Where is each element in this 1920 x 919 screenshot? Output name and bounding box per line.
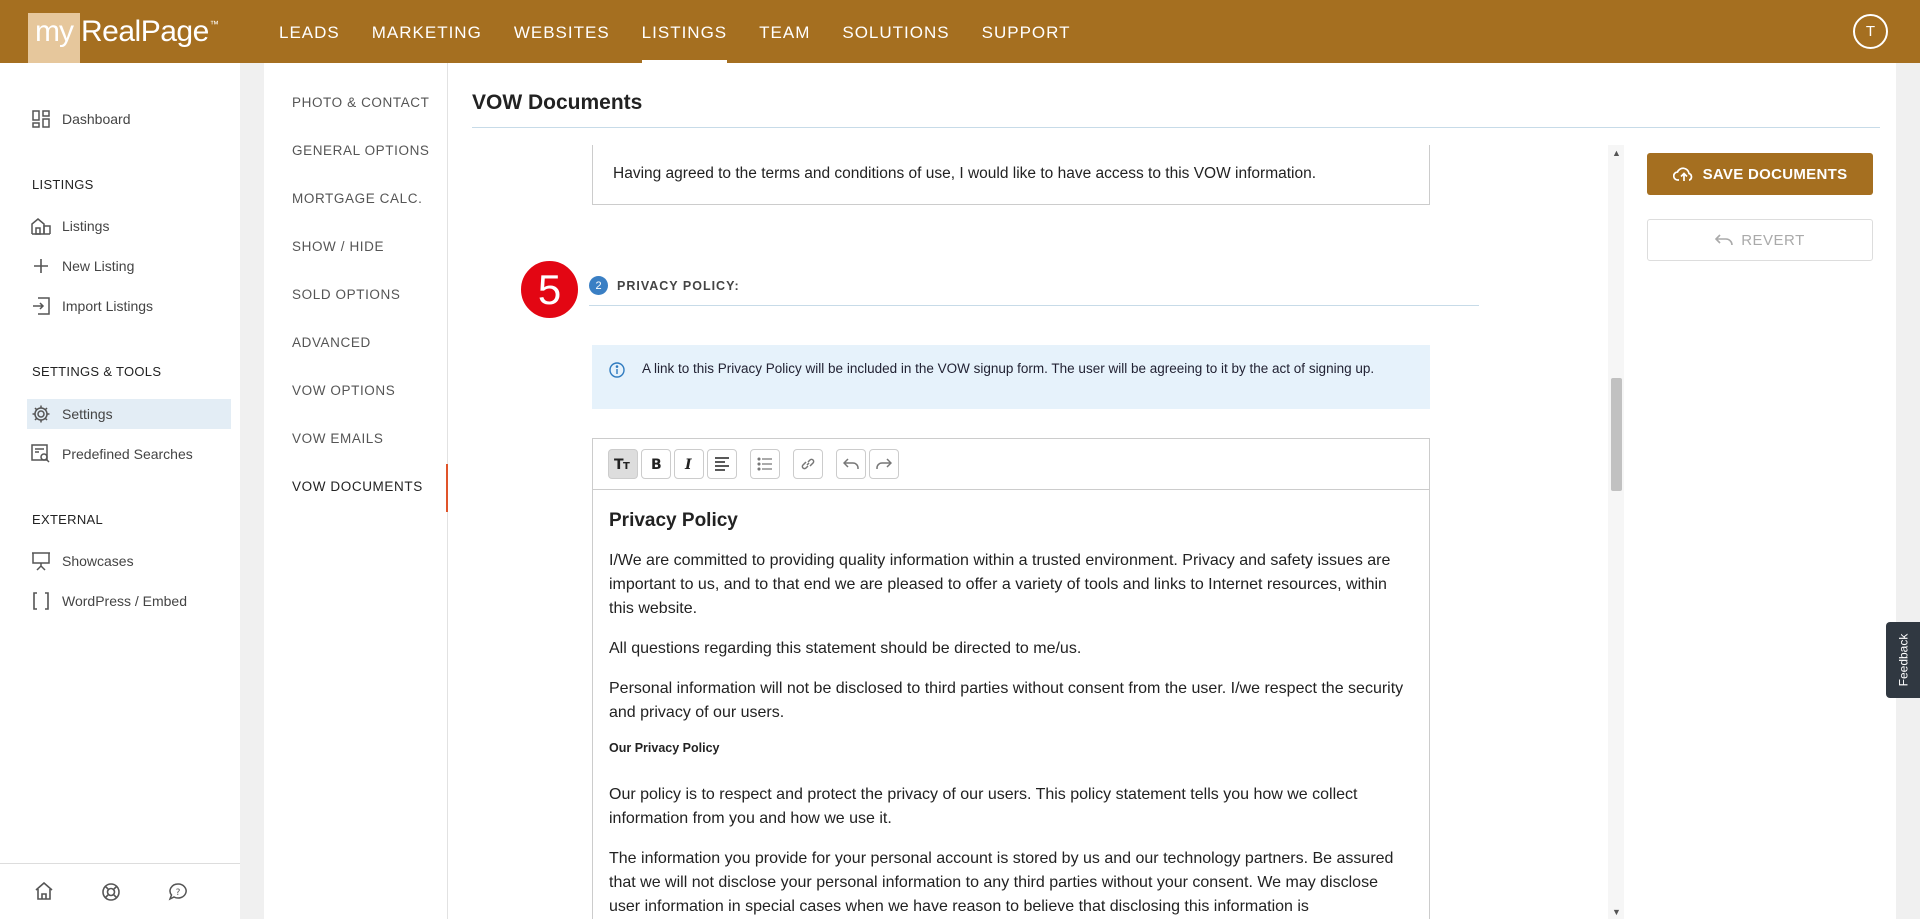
home-icon[interactable]	[34, 882, 54, 905]
nav-support[interactable]: SUPPORT	[981, 23, 1071, 42]
dashboard-icon	[30, 108, 52, 130]
policy-paragraph: The information you provide for your personal account is stored by us and our technology partners. Be assured that we will not disclose your personal information to any third parties without your consent. We may disclose user information in special cases when we have reason to believe that disclosing this information is	[609, 850, 1394, 915]
realpage-logo[interactable]	[28, 13, 219, 61]
save-documents-button[interactable]	[1647, 153, 1873, 195]
chat-help-icon[interactable]	[168, 882, 188, 907]
info-text: A link to this Privacy Policy will be included in the VOW signup form. The user will be agreeing to it by the act of signing up.	[642, 361, 1375, 376]
top-navigation-bar	[0, 0, 1920, 63]
main-content	[264, 63, 1896, 919]
listings-settings-subnav	[264, 63, 448, 919]
brackets-icon	[30, 590, 52, 612]
section-label: PRIVACY POLICY:	[617, 278, 740, 293]
vertical-scrollbar[interactable]	[1608, 145, 1624, 919]
subnav-vow-emails[interactable]: VOW EMAILS	[292, 431, 384, 446]
scrollbar-thumb[interactable]	[1611, 378, 1622, 491]
page-title: VOW Documents	[472, 91, 643, 114]
scroll-up-arrow[interactable]: ▲	[1612, 148, 1621, 158]
sidebar-label-predefined-searches: Predefined Searches	[62, 446, 193, 462]
sidebar-label-settings: Settings	[62, 406, 113, 422]
terms-agreement-box	[592, 145, 1430, 205]
editor-toolbar	[593, 439, 1429, 490]
user-avatar[interactable]: T	[1853, 14, 1888, 49]
policy-paragraph: All questions regarding this statement should be directed to me/us.	[609, 640, 1082, 657]
sidebar-label-showcases: Showcases	[62, 553, 134, 569]
saved-search-icon	[30, 443, 52, 465]
nav-leads[interactable]: LEADS	[279, 23, 340, 42]
help-lifebuoy-icon[interactable]	[101, 882, 121, 907]
redo-button[interactable]	[869, 449, 899, 479]
list-button[interactable]	[750, 449, 780, 479]
plus-icon	[30, 255, 52, 277]
sidebar-label-import-listings: Import Listings	[62, 298, 154, 314]
title-divider	[472, 127, 1880, 128]
info-icon	[609, 362, 625, 384]
presentation-board-icon	[30, 550, 52, 572]
sidebar-item-showcases[interactable]	[30, 546, 134, 576]
step-number-badge: 5	[519, 259, 580, 320]
align-button[interactable]	[707, 449, 737, 479]
editor-content[interactable]	[593, 490, 1429, 919]
text-size-icon	[614, 457, 632, 471]
sidebar-item-wordpress-embed[interactable]	[30, 586, 187, 616]
subnav-advanced[interactable]: ADVANCED	[292, 335, 371, 350]
sidebar-item-import-listings[interactable]	[30, 291, 153, 321]
subnav-active-indicator	[446, 464, 448, 512]
feedback-tab[interactable]	[1886, 622, 1920, 698]
logo-wordmark: RealPage	[81, 15, 209, 48]
italic-button[interactable]	[674, 449, 704, 479]
policy-paragraph: Our policy is to respect and protect the privacy of our users. This policy statement tells you how we collect information from you and how we use it.	[609, 786, 1358, 827]
section-number-badge: 2	[589, 276, 608, 295]
nav-marketing[interactable]: MARKETING	[371, 23, 482, 42]
align-icon	[714, 457, 730, 471]
italic-icon	[683, 457, 695, 471]
nav-team[interactable]: TEAM	[759, 23, 811, 42]
sidebar-label-new-listing: New Listing	[62, 258, 135, 274]
policy-paragraph: I/We are committed to providing quality information within a trusted environment. Privacy and safety issues are important to us, and to that end we are pleased to offer a variety of tools and links to Internet resources, within this website.	[609, 552, 1391, 617]
sidebar-item-predefined-searches[interactable]	[30, 439, 193, 469]
link-button[interactable]	[793, 449, 823, 479]
sidebar-label-listings: Listings	[62, 218, 110, 234]
link-icon	[800, 456, 816, 472]
revert-button[interactable]	[1647, 219, 1873, 261]
svg-text:T: T	[623, 461, 630, 471]
list-icon	[757, 457, 773, 471]
sidebar-heading-settings-tools: SETTINGS & TOOLS	[32, 364, 162, 379]
subnav-sold-options[interactable]: SOLD OPTIONS	[292, 287, 401, 302]
privacy-policy-editor[interactable]	[592, 438, 1430, 919]
sidebar-label-dashboard: Dashboard	[62, 111, 131, 127]
feedback-label: Feedback	[1896, 633, 1911, 687]
policy-subheading: Our Privacy Policy	[609, 741, 720, 755]
svg-text:I: I	[685, 457, 692, 471]
revert-label: REVERT	[1741, 231, 1805, 249]
documents-scroll-area[interactable]	[472, 145, 1628, 919]
subnav-general-options[interactable]: GENERAL OPTIONS	[292, 143, 430, 158]
sidebar-item-dashboard[interactable]	[30, 104, 131, 134]
subnav-mortgage-calc[interactable]: MORTGAGE CALC.	[292, 191, 423, 206]
privacy-policy-section-header	[589, 276, 740, 295]
nav-listings[interactable]: LISTINGS	[626, 0, 743, 63]
text-size-button[interactable]	[608, 449, 638, 479]
svg-text:T: T	[614, 457, 624, 471]
section-divider	[589, 305, 1479, 306]
revert-icon	[1715, 234, 1733, 246]
sidebar-item-listings[interactable]	[30, 211, 109, 241]
cloud-upload-icon	[1673, 166, 1695, 182]
nav-solutions[interactable]: SOLUTIONS	[842, 23, 950, 42]
subnav-vow-options[interactable]: VOW OPTIONS	[292, 383, 396, 398]
bold-button[interactable]	[641, 449, 671, 479]
subnav-photo-contact[interactable]: PHOTO & CONTACT	[292, 95, 430, 110]
subnav-vow-documents[interactable]: VOW DOCUMENTS	[292, 479, 423, 494]
policy-paragraph: Personal information will not be disclosed to third parties without consent from the user. I/we respect the security and privacy of our users.	[609, 680, 1404, 721]
scroll-down-arrow[interactable]: ▼	[1612, 907, 1621, 917]
redo-icon	[876, 458, 892, 470]
sidebar-item-new-listing[interactable]	[30, 251, 134, 281]
nav-websites[interactable]: WEBSITES	[513, 23, 610, 42]
sidebar-heading-external: EXTERNAL	[32, 512, 104, 527]
sidebar-item-settings[interactable]	[27, 399, 231, 429]
logo-my: my	[28, 13, 80, 63]
svg-text:B: B	[651, 457, 662, 471]
undo-icon	[843, 458, 859, 470]
bold-icon	[650, 457, 662, 471]
sidebar-footer	[0, 863, 240, 919]
privacy-info-notice	[592, 345, 1430, 409]
import-icon	[30, 295, 52, 317]
sidebar-label-wordpress-embed: WordPress / Embed	[62, 593, 188, 609]
main-nav	[263, 0, 1087, 63]
save-documents-label: SAVE DOCUMENTS	[1702, 165, 1848, 183]
gear-icon	[30, 403, 52, 425]
sidebar-heading-listings: LISTINGS	[32, 177, 94, 192]
buildings-icon	[30, 215, 52, 237]
terms-agreement-text: Having agreed to the terms and conditions of use, I would like to have access to this VOW information.	[613, 165, 1317, 182]
logo-trademark: ™	[209, 19, 219, 29]
policy-heading: Privacy Policy	[609, 510, 738, 531]
svg-text:?: ?	[175, 888, 181, 898]
left-sidebar	[0, 63, 240, 919]
undo-button[interactable]	[836, 449, 866, 479]
subnav-show-hide[interactable]: SHOW / HIDE	[292, 239, 385, 254]
